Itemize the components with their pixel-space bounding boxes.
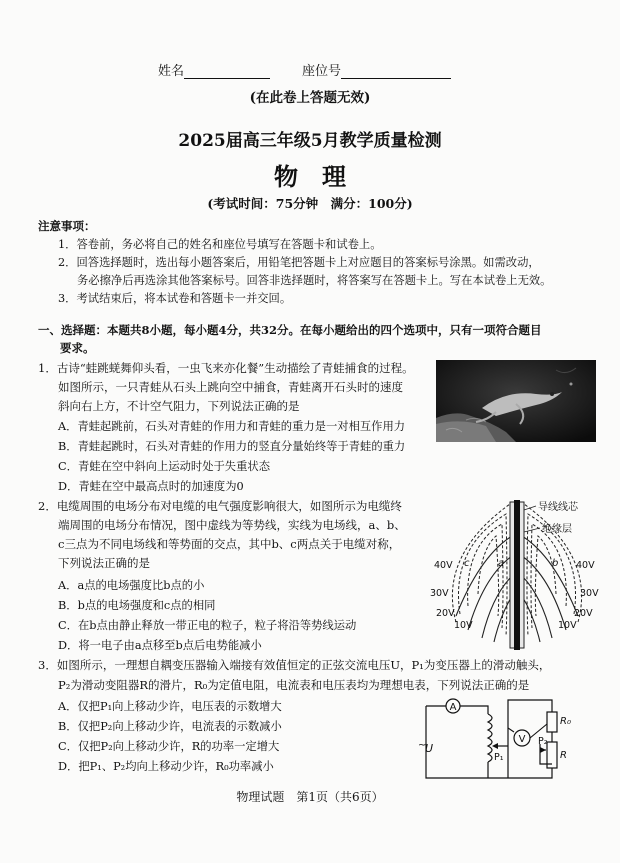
r-label: R: [560, 750, 567, 761]
label-core: 导线线芯: [538, 502, 578, 513]
q1-stem-line: 斜向右上方，不计空气阻力，下列说法正确的是: [58, 399, 300, 413]
name-field: [158, 60, 270, 79]
point-a: a: [498, 558, 505, 569]
transformer-circuit: [418, 694, 598, 784]
section-heading-cont: 要求。: [60, 341, 95, 355]
q2-option-b: B．b点的电场强度和c点的相同: [58, 599, 216, 612]
volt-label: 10V: [454, 620, 473, 631]
cable-field-figure: [420, 496, 610, 656]
q1-option-c: C．青蛙在空中斜向上运动时处于失重状态: [58, 460, 270, 473]
q3-option-b: B．仅把P₂向上移动少许，电流表的示数减小: [58, 720, 282, 733]
exam-info: (考试时间：75分钟 满分：100分): [207, 196, 413, 211]
q3-stem-line: P₂为滑动变阻器R的滑片，R₀为定值电阻，电流表和电压表均为理想电表，下列说法正确的是: [58, 678, 530, 692]
p2-label: P₂: [538, 736, 548, 747]
voltmeter-label: V: [518, 734, 526, 745]
p2-arrow-icon: [540, 747, 546, 753]
r0-label: R₀: [560, 716, 571, 727]
q2-option-c: C．在b点由静止释放一带正电的粒子，粒子将沿等势线运动: [58, 619, 357, 632]
section-heading: 一、选择题：本题共8小题，每小题4分，共32分。在每小题给出的四个选项中，只有一项符合题目: [38, 323, 542, 337]
volt-label: 40V: [434, 560, 453, 571]
q3-option-c: C．仅把P₂向上移动少许，R的功率一定增大: [58, 740, 280, 753]
q1-stem-line: 1．古诗“蛙跳蜣舞仰头看，一虫飞来亦化餐”生动描绘了青蛙捕食的过程。: [38, 361, 414, 375]
q3-stem-line: 3．如图所示，一理想自耦变压器输入端接有效值恒定的正弦交流电压U，P₁为变压器上的滑动触头，: [38, 658, 551, 672]
seat-label: 座位号: [302, 64, 342, 79]
q2-stem-line: 端周围的电场分布情况，图中虚线为等势线，实线为电场线，a、b、: [58, 518, 406, 532]
q3-option-d: D．把P₁、P₂均向上移动少许，R₀功率减小: [58, 760, 274, 773]
q2-option-a: A．a点的电场强度比b点的小: [58, 579, 205, 592]
note-item: 2．回答选择题时，选出每小题答案后，用铅笔把答题卡上对应题目的答案标号涂黑。如需改动，: [58, 256, 540, 269]
seat-field: [302, 60, 451, 79]
point-b: b: [552, 558, 559, 569]
q1-option-b: B．青蛙起跳时，石头对青蛙的作用力的竖直分量始终等于青蛙的重力: [58, 440, 406, 453]
p1-label: P₁: [494, 752, 504, 763]
volt-label: 20V: [436, 608, 455, 619]
source-tilde: ~: [418, 740, 427, 751]
q3-option-a: A．仅把P₁向上移动少许，电压表的示数增大: [58, 700, 282, 713]
volt-label: 40V: [576, 560, 595, 571]
cable-core: [514, 500, 520, 650]
label-insulation: 绝缘层: [542, 524, 572, 535]
q1-option-a: A．青蛙起跳前，石头对青蛙的作用力和青蛙的重力是一对相互作用力: [58, 420, 406, 433]
q1-option-d: D．青蛙在空中最高点时的加速度为0: [58, 480, 244, 493]
point-c: c: [464, 558, 470, 569]
volt-label: 30V: [430, 588, 449, 599]
subject-title: 物 理: [274, 162, 346, 191]
note-item: 1．答卷前，务必将自己的姓名和座位号填写在答题卡和试卷上。: [58, 238, 382, 251]
ammeter-label: A: [449, 702, 457, 713]
exam-title: 2025届高三年级5月教学质量检测: [178, 131, 442, 151]
name-label: 姓名: [158, 64, 185, 79]
volt-label: 30V: [580, 588, 599, 599]
q2-stem-line: 2．电缆周围的电场分布对电缆的电气强度影响很大，如图所示为电缆终: [38, 499, 402, 513]
q2-stem-line: c三点为不同电场线和等势面的交点，其中b、c两点关于电缆对称，: [58, 537, 401, 551]
q2-option-d: D．将一电子由a点移至b点后电势能减小: [58, 639, 262, 652]
q1-stem-line: 如图所示，一只青蛙从石头上跳向空中捕食，青蛙离开石头时的速度: [58, 380, 403, 394]
note-item: 3．考试结束后，将本试卷和答题卡一并交回。: [58, 292, 292, 305]
volt-label: 10V: [558, 620, 577, 631]
page-footer: 物理试题 第1页（共6页）: [236, 790, 384, 804]
q2-stem-line: 下列说法正确的是: [58, 556, 150, 570]
note-item: 务必擦净后再选涂其他答案标号。回答非选择题时，将答案写在答题卡上。写在本试卷上无效。: [77, 274, 552, 287]
frog-photo: [436, 360, 596, 442]
volt-label: 20V: [574, 608, 593, 619]
invalid-note: (在此卷上答题无效): [249, 90, 371, 106]
p1-arrow-icon: [492, 743, 498, 749]
source-label: U: [425, 742, 434, 755]
seat-blank: [341, 64, 451, 79]
notes-heading: 注意事项：: [38, 219, 96, 233]
name-blank: [184, 64, 270, 79]
